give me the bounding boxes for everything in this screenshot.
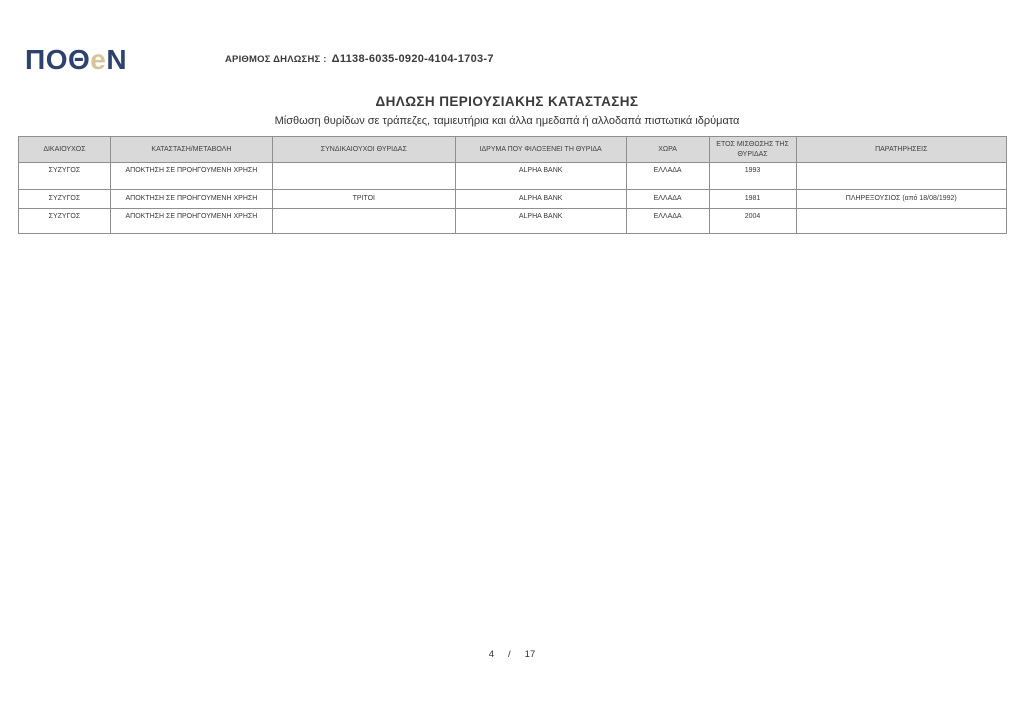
safe-deposit-boxes-table (18, 136, 1007, 234)
page-title: ΔΗΛΩΣΗ ΠΕΡΙΟΥΣΙΑΚΗΣ ΚΑΤΑΣΤΑΣΗΣ (375, 94, 639, 109)
table-cell: 1993 (709, 163, 796, 190)
table-cell: ΣΥΖΥΓΟΣ (19, 163, 111, 190)
pothen-logo (25, 46, 127, 74)
page-subtitle: Μίσθωση θυρίδων σε τράπεζες, ταμιευτήρια και άλλα ημεδαπά ή αλλοδαπά πιστωτικά ιδρύματα (274, 115, 740, 127)
table-cell: ΑΠΟΚΤΗΣΗ ΣΕ ΠΡΟΗΓΟΥΜΕΝΗ ΧΡΗΣΗ (110, 209, 272, 234)
table-cell (796, 163, 1006, 190)
table-cell: ΑΠΟΚΤΗΣΗ ΣΕ ΠΡΟΗΓΟΥΜΕΝΗ ΧΡΗΣΗ (110, 163, 272, 190)
page-number-indicator (0, 649, 1024, 660)
table-cell: ΣΥΖΥΓΟΣ (19, 190, 111, 209)
table-cell (272, 163, 455, 190)
table-header-row (19, 137, 1007, 163)
table-cell: 1981 (709, 190, 796, 209)
declaration-number-value: Δ1138-6035-0920-4104-1703-7 (331, 53, 494, 65)
table-cell: ΣΥΖΥΓΟΣ (19, 209, 111, 234)
table-cell: ΕΛΛΑΔΑ (626, 209, 709, 234)
logo-text-right: N (106, 44, 128, 75)
table-cell: ΕΛΛΑΔΑ (626, 190, 709, 209)
declaration-number-label: ΑΡΙΘΜΟΣ ΔΗΛΩΣΗΣ : (225, 54, 327, 65)
table-row (19, 190, 1007, 209)
table-cell (796, 209, 1006, 234)
table-row (19, 209, 1007, 234)
column-header-institution: ΙΔΡΥΜΑ ΠΟΥ ΦΙΛΟΞΕΝΕΙ ΤΗ ΘΥΡΙΔΑ (455, 137, 626, 163)
logo-text-left: ΠΟΘ (25, 44, 91, 75)
table-cell: ΑΠΟΚΤΗΣΗ ΣΕ ΠΡΟΗΓΟΥΜΕΝΗ ΧΡΗΣΗ (110, 190, 272, 209)
column-header-co-beneficiaries: ΣΥΝΔΙΚΑΙΟΥΧΟΙ ΘΥΡΙΔΑΣ (272, 137, 455, 163)
table-cell: ALPHA BANK (455, 190, 626, 209)
column-header-lease-year: ΕΤΟΣ ΜΙΣΘΩΣΗΣ ΤΗΣ ΘΥΡΙΔΑΣ (709, 137, 796, 163)
column-header-remarks: ΠΑΡΑΤΗΡΗΣΕΙΣ (796, 137, 1006, 163)
table-cell: ΕΛΛΑΔΑ (626, 163, 709, 190)
current-page-number: 4 (488, 649, 495, 660)
table-cell: ALPHA BANK (455, 163, 626, 190)
table-cell (272, 209, 455, 234)
page-separator: / (508, 649, 511, 660)
column-header-status-change: ΚΑΤΑΣΤΑΣΗ/ΜΕΤΑΒΟΛΗ (110, 137, 272, 163)
column-header-beneficiary: ΔΙΚΑΙΟΥΧΟΣ (19, 137, 111, 163)
declaration-number-line (225, 53, 494, 65)
column-header-country: ΧΩΡΑ (626, 137, 709, 163)
logo-accent-letter: e (90, 44, 107, 75)
table-row (19, 163, 1007, 190)
table-cell: ΠΛΗΡΕΞΟΥΣΙΟΣ (από 18/08/1992) (796, 190, 1006, 209)
total-pages-number: 17 (524, 649, 536, 660)
table-cell: ALPHA BANK (455, 209, 626, 234)
table-cell: ΤΡΙΤΟΙ (272, 190, 455, 209)
table-cell: 2004 (709, 209, 796, 234)
